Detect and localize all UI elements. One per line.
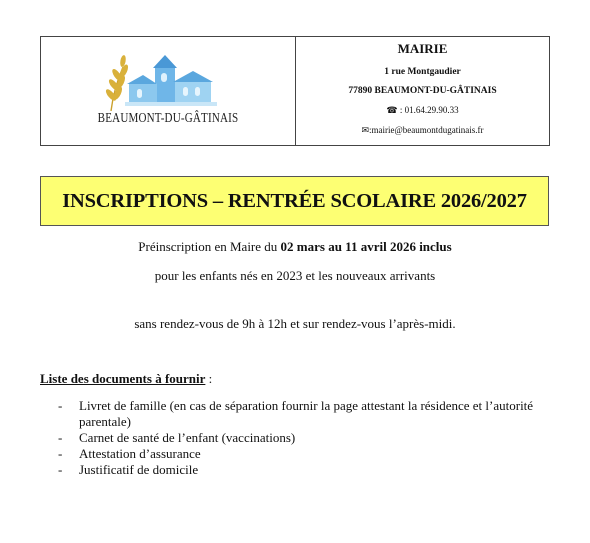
documents-heading-colon: : xyxy=(205,371,213,386)
intro-dates-line xyxy=(0,239,590,255)
documents-heading xyxy=(40,371,212,387)
phone-line xyxy=(386,105,458,116)
page-title: INSCRIPTIONS – RENTRÉE SCOLAIRE 2026/2027 xyxy=(62,189,527,212)
title-banner xyxy=(40,176,549,226)
email-address: :mairie@beaumontdugatinais.fr xyxy=(369,125,484,135)
intro-prefix: Préinscription en Maire du xyxy=(138,239,281,254)
list-item: - Livret de famille (en cas de séparation fournir la page attestant la résidence et l’autorité parentale) xyxy=(58,398,534,429)
intro-hours: sans rendez-vous de 9h à 12h et sur rendez-vous l’après-midi. xyxy=(134,316,456,331)
church-logo-icon xyxy=(97,45,237,113)
city-address: 77890 BEAUMONT-DU-GÂTINAIS xyxy=(348,86,497,96)
documents-heading-text: Liste des documents à fournir xyxy=(40,371,206,386)
logo xyxy=(41,37,296,145)
org-name: MAIRIE xyxy=(397,41,448,56)
list-item: - Carnet de santé de l’enfant (vaccinations) xyxy=(58,430,296,445)
list-item: - Attestation d’assurance xyxy=(58,446,201,461)
street-address: 1 rue Montgaudier xyxy=(384,67,461,77)
intro-dates: 02 mars au 11 avril 2026 inclus xyxy=(280,239,452,254)
contact-block xyxy=(296,37,549,145)
phone-icon: ☎ xyxy=(386,105,398,115)
email-line xyxy=(361,125,483,136)
letterhead xyxy=(40,36,550,146)
documents-list xyxy=(58,398,558,478)
intro-audience: pour les enfants nés en 2023 et les nouveaux arrivants xyxy=(154,268,436,283)
phone-number: : 01.64.29.90.33 xyxy=(399,105,459,115)
list-item: - Justificatif de domicile xyxy=(58,462,199,477)
logo-text: BEAUMONT-DU-GÂTINAIS xyxy=(97,110,239,125)
envelope-icon: ✉ xyxy=(361,125,370,135)
